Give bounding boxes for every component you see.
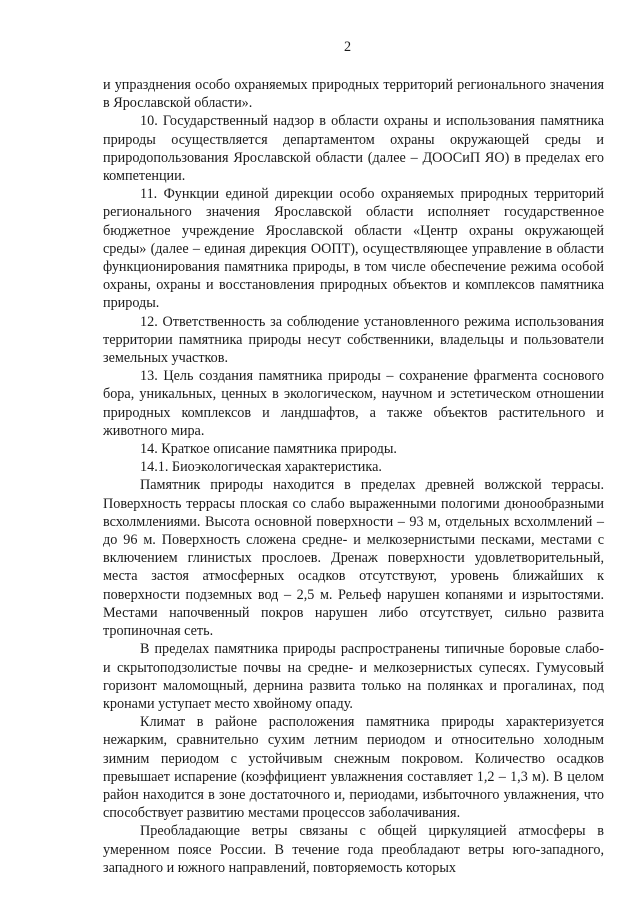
paragraph-continuation: и упразднения особо охраняемых природных территорий регионального значения в Ярославской области». — [103, 77, 604, 112]
paragraph-terrain: Памятник природы находится в пределах древней волжской террасы. Поверхность террасы плоская со слабо выраженными пологими дюнообразными всхолмлениями. Высота основной поверхности – 93 м, отдельных всхолмлений – до 96 м. Поверхность сложена средне- и мелкозернистыми песками, местами с включением глинистых прослоев. Дренаж поверхности удовлетворительный, места застоя атмосферных осадков отсутствуют, уровень ближайших к поверхности подземных вод – 2,5 м. Рельеф нарушен копанями и изрытостями. Местами напочвенный покров нарушен либо отсутствует, сильно развита тропиночная сеть. — [103, 477, 604, 640]
paragraph-soils: В пределах памятника природы распространены типичные боровые слабо- и скрытоподзолистые почвы на средне- и мелкозернистых супесях. Гумусовый горизонт маломощный, дернина развита только на полянках и прогалинах, под кронами уступает место хвойному опаду. — [103, 641, 604, 712]
document-page — [103, 38, 604, 877]
paragraph-14-1-bioecological-heading: 14.1. Биоэкологическая характеристика. — [140, 459, 382, 476]
paragraph-11-directorate-functions: 11. Функции единой дирекции особо охраняемых природных территорий регионального значения Ярославской области исполняет государственное бюджетное учреждение Ярославской области «Центр охраны окружающей среды» (далее – единая дирекция ООПТ), осуществляющее управление в области функционирования памятника природы, в том числе обеспечение режима особой охраны, охраны и восстановления природных объектов и комплексов памятника природы. — [103, 186, 604, 312]
paragraph-12-responsibility: 12. Ответственность за соблюдение установленного режима использования территории памятника природы несут собственники, владельцы и пользователи земельных участков. — [103, 313, 604, 367]
paragraph-10-state-supervision: 10. Государственный надзор в области охраны и использования памятника природы осуществляется департаментом охраны окружающей среды и природопользования Ярославской области (далее – ДООСиП ЯО) в пределах его компетенции. — [103, 113, 604, 185]
paragraph-winds: Преобладающие ветры связаны с общей циркуляцией атмосферы в умеренном поясе России. В течение года преобладают ветры юго-западного, западного и южного направлений, повторяемость которых — [103, 823, 604, 876]
paragraph-13-purpose: 13. Цель создания памятника природы – сохранение фрагмента соснового бора, уникальных, ценных в экологическом, научном и эстетическом отношении природных комплексов и ландшафтов, а также объектов растительного и животного мира. — [103, 368, 604, 439]
page-number: 2 — [343, 39, 352, 55]
paragraph-14-description-heading: 14. Краткое описание памятника природы. — [140, 441, 397, 458]
paragraph-climate: Климат в районе расположения памятника природы характеризуется нежарким, сравнительно сухим летним периодом и относительно холодным зимним периодом с устойчивым снежным покровом. Количество осадков превышает испарение (коэффициент увлажнения составляет 1,2 – 1,3 м). В целом район находится в зоне достаточного и, периодами, избыточного увлажнения, что способствует развитию местами процессов заболачивания. — [103, 714, 604, 822]
